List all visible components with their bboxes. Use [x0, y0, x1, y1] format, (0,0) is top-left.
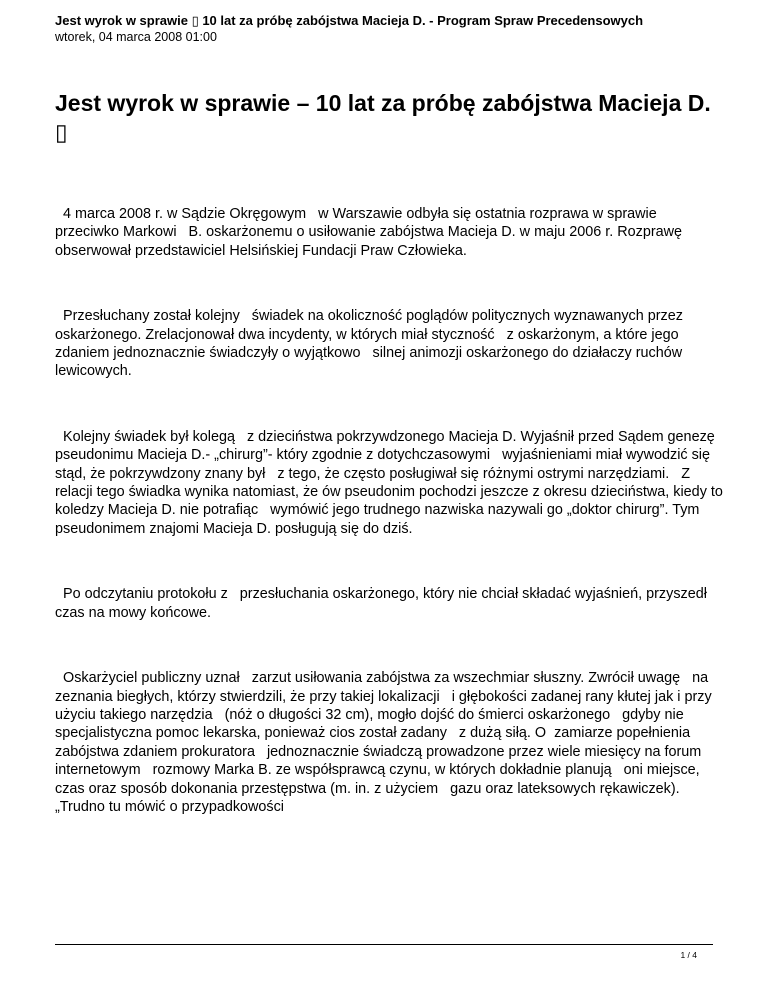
page-header — [55, 13, 715, 45]
footer-divider — [55, 944, 713, 945]
article-body — [55, 205, 727, 816]
paragraph: Przesłuchany został kolejny świadek na okoliczność poglądów politycznych wyznawanych przez oskarżonego. Zrelacjonował dwa incydenty, w których miał styczność z oskarżonym, a które jego zdaniem jednoznacznie świadczyły o wyjątkowo silnej animozji oskarżonego do działaczy ruchów lewicowych. — [55, 308, 695, 380]
paragraph: Kolejny świadek był kolegą z dzieciństwa pokrzywdzonego Macieja D. Wyjaśnił przed Sądem genezę pseudonimu Macieja D.- „chirurg”- który zgodnie z dotychczasowymi wyjaśnieniami miał wywodzić się stąd, że pokrzywdzony znany był z tego, że często posługiwał się różnymi ostrymi narzędziami. Z relacji tego świadka wynika natomiast, że ów pseudonim pochodzi jeszcze z okresu dzieciństwa, kiedy to koledzy Macieja D. nie potrafiąc wymówić jego trudnego nazwiska nazywali go „doktor chirurg”. Tym pseudonimem znajomi Macieja D. posługują się do dziś. — [55, 428, 727, 537]
paragraph: 4 marca 2008 r. w Sądzie Okręgowym w Warszawie odbyła się ostatnia rozprawa w sprawie przeciwko Markowi B. oskarżonemu o usiłowanie zabójstwa Macieja D. w maju 2006 r. Rozprawę obserwował przedstawiciel Helsińskiej Fundacji Praw Człowieka. — [55, 206, 695, 259]
paragraph: Oskarżyciel publiczny uznał zarzut usiłowania zabójstwa za wszechmiar słuszny. Zwrócił uwagę na zeznania biegłych, którzy stwierdzili, że przy takiej lokalizacji i głębokości zadanej rany kłutej jak i przy użyciu takiego narzędzia (nóż o długości 32 cm), mogło dojść do śmierci oskarżonego gdyby nie specjalistyczna pomoc lekarska, ponieważ cios został zadany z dużą siłą. O zamiarze popełnienia zabójstwa zdaniem prokuratora jednoznacznie świadczą prowadzone przez wiele miesięcy na forum internetowym rozmowy Marka B. ze współsprawcą czynu, w których dokładnie planują oni miejsce, czas oraz sposób dokonania przestępstwa (m. in. z użyciem gazu oraz lateksowych rękawiczek). „Trudno tu mówić o przypadkowości — [55, 670, 716, 815]
paragraph: Po odczytaniu protokołu z przesłuchania oskarżonego, który nie chciał składać wyjaśnień, przyszedł czas na mowy końcowe. — [55, 586, 711, 621]
header-date: wtorek, 04 marca 2008 01:00 — [55, 30, 217, 44]
page-number: 1 / 4 — [680, 950, 697, 960]
article-title: Jest wyrok w sprawie – 10 lat za próbę zabójstwa Macieja D. ▯ — [55, 90, 711, 145]
header-title: Jest wyrok w sprawie ▯ 10 lat za próbę zabójstwa Macieja D. - Program Spraw Precedensowych — [55, 13, 644, 28]
